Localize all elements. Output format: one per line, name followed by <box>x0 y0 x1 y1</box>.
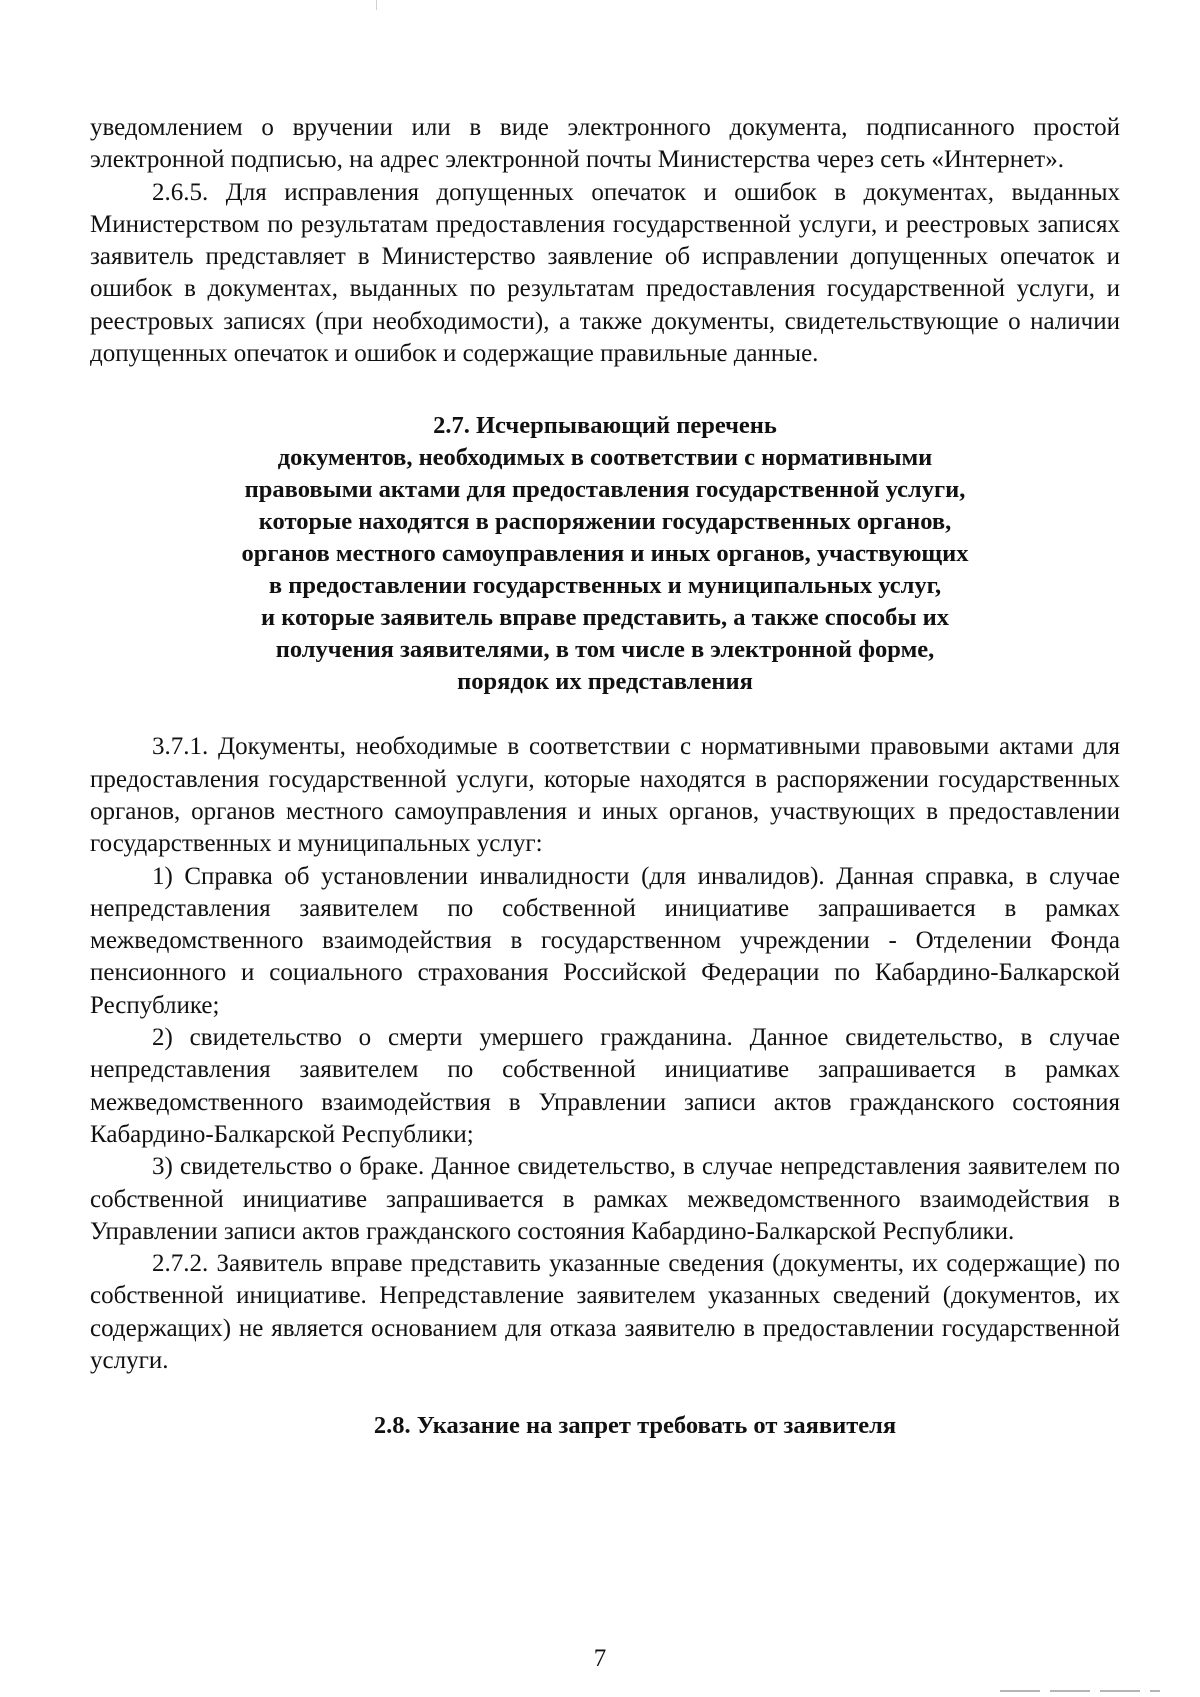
heading-line: органов местного самоуправления и иных органов, участвующих <box>241 540 969 568</box>
paragraph-2-7-2: 2.7.2. Заявитель вправе представить указанные сведения (документы, их содержащие) по собственной инициативе. Непредставление заявителем указанных сведений (документов, их содержащих) не является основанием для отказа заявителю в предоставлении государственной услуги. <box>90 1250 1120 1375</box>
scan-artifact-top <box>376 0 377 10</box>
document-body <box>90 112 1120 1442</box>
heading-line: в предоставлении государственных и муниципальных услуг, <box>268 572 942 600</box>
paragraph-3-7-1: 3.7.1. Документы, необходимые в соответствии с нормативными правовыми актами для предоставления государственной услуги, которые находятся в распоряжении государственных органов, органов местного самоуправления и иных органов, участвующих в предоставлении государственных и муниципальных услуг: <box>90 733 1120 858</box>
heading-line: документов, необходимых в соответствии с нормативными <box>277 444 933 472</box>
list-item-3: 3) свидетельство о браке. Данное свидетельство, в случае непредставления заявителем по собственной инициативе запрашивается в рамках межведомственного взаимодействия в Управлении записи актов гражданского состояния Кабардино-Балкарской Республики. <box>90 1153 1120 1245</box>
paragraph-continuation: уведомлением о вручении или в виде электронного документа, подписанного простой электронной подписью, на адрес электронной почты Министерства через сеть «Интернет». <box>90 114 1120 174</box>
page-number: 7 <box>593 1645 607 1672</box>
scan-artifact-bottom <box>1000 1690 1160 1692</box>
heading-line: получения заявителями, в том числе в электронной форме, <box>275 636 935 664</box>
heading-line: порядок их представления <box>457 668 753 696</box>
heading-line: 2.7. Исчерпывающий перечень <box>433 412 777 440</box>
list-item-1: 1) Справка об установлении инвалидности (для инвалидов). Данная справка, в случае непредставления заявителем по собственной инициативе запрашивается в рамках межведомственного взаимодействия в государственном учреждении - Отделении Фонда пенсионного и социального страхования Российской Федерации по Кабардино-Балкарской Республике; <box>90 862 1120 1019</box>
list-item-2: 2) свидетельство о смерти умершего гражданина. Данное свидетельство, в случае непредставления заявителем по собственной инициативе запрашивается в рамках межведомственного взаимодействия в Управлении записи актов гражданского состояния Кабардино-Балкарской Республики; <box>90 1024 1120 1148</box>
heading-line: и которые заявитель вправе представить, а также способы их <box>260 604 950 632</box>
section-heading-2-7 <box>90 410 1120 698</box>
heading-line: которые находятся в распоряжении государственных органов, <box>258 508 952 536</box>
section-heading-2-8: 2.8. Указание на запрет требовать от заявителя <box>373 1412 897 1440</box>
heading-line: правовыми актами для предоставления государственной услуги, <box>244 476 966 504</box>
paragraph-2-6-5: 2.6.5. Для исправления допущенных опечаток и ошибок в документах, выданных Министерством по результатам предоставления государственной услуги, и реестровых записях заявитель представляет в Министерство заявление об исправлении допущенных опечаток и ошибок в документах, выданных по результатам предоставления государственной услуги, и реестровых записях (при необходимости), а также документы, свидетельствующие о наличии допущенных опечаток и ошибок и содержащие правильные данные. <box>90 178 1120 368</box>
